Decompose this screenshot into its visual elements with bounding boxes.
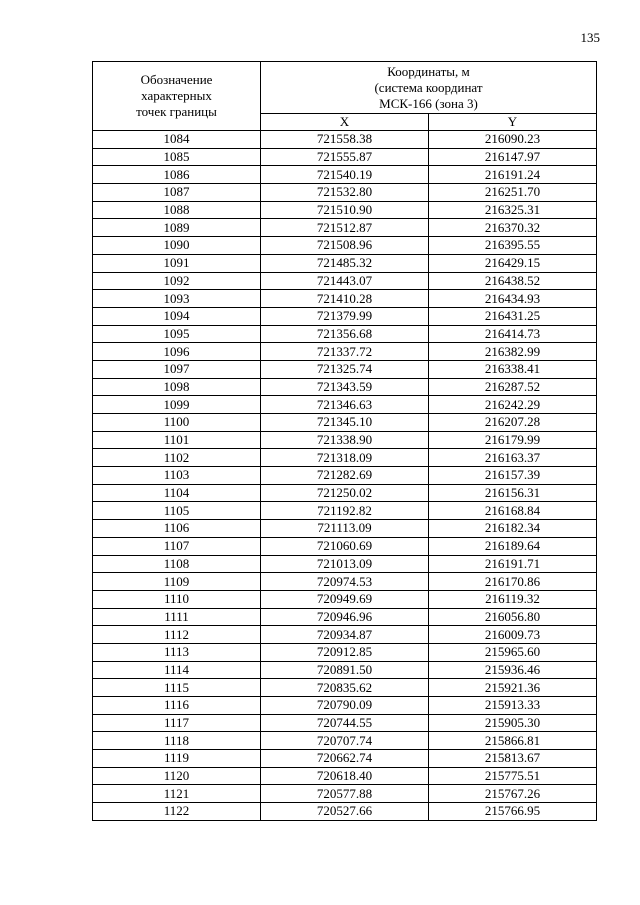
point-id-cell: 1105 (93, 502, 261, 520)
table-row (93, 290, 597, 308)
point-id-cell: 1099 (93, 396, 261, 414)
x-coordinate-cell: 721113.09 (261, 520, 429, 538)
table-row (93, 732, 597, 750)
point-id-cell: 1094 (93, 307, 261, 325)
y-coordinate-cell: 215866.81 (429, 732, 597, 750)
y-coordinate-cell: 215766.95 (429, 803, 597, 821)
table-row (93, 520, 597, 538)
table-row (93, 537, 597, 555)
y-coordinate-cell: 215965.60 (429, 643, 597, 661)
y-coordinate-cell: 216170.86 (429, 573, 597, 591)
table-row (93, 148, 597, 166)
y-coordinate-cell: 215775.51 (429, 767, 597, 785)
table-row (93, 785, 597, 803)
table-row (93, 767, 597, 785)
x-coordinate-cell: 720662.74 (261, 750, 429, 768)
header-text: характерных (141, 88, 212, 103)
y-coordinate-cell: 215767.26 (429, 785, 597, 803)
point-id-cell: 1087 (93, 184, 261, 202)
y-coordinate-cell: 215913.33 (429, 697, 597, 715)
y-coordinate-cell: 216434.93 (429, 290, 597, 308)
x-coordinate-cell: 721379.99 (261, 307, 429, 325)
y-coordinate-cell: 216056.80 (429, 608, 597, 626)
header-text: (система координат (374, 79, 483, 95)
x-coordinate-cell: 720891.50 (261, 661, 429, 679)
table-row (93, 431, 597, 449)
x-coordinate-cell: 720790.09 (261, 697, 429, 715)
point-id-cell: 1109 (93, 573, 261, 591)
x-coordinate-cell: 721282.69 (261, 467, 429, 485)
point-id-cell: 1095 (93, 325, 261, 343)
x-coordinate-cell: 720946.96 (261, 608, 429, 626)
point-id-cell: 1084 (93, 131, 261, 149)
y-coordinate-cell: 216395.55 (429, 237, 597, 255)
point-id-cell: 1118 (93, 732, 261, 750)
table-row (93, 184, 597, 202)
x-coordinate-cell: 721508.96 (261, 237, 429, 255)
table-row (93, 555, 597, 573)
point-id-cell: 1111 (93, 608, 261, 626)
x-coordinate-cell: 721485.32 (261, 254, 429, 272)
x-coordinate-cell: 721540.19 (261, 166, 429, 184)
table-row (93, 414, 597, 432)
point-id-cell: 1092 (93, 272, 261, 290)
x-coordinate-cell: 721443.07 (261, 272, 429, 290)
point-id-cell: 1091 (93, 254, 261, 272)
point-id-cell: 1120 (93, 767, 261, 785)
y-coordinate-cell: 216191.71 (429, 555, 597, 573)
header-point-designation (93, 62, 261, 131)
x-coordinate-cell: 720527.66 (261, 803, 429, 821)
x-coordinate-cell: 721343.59 (261, 378, 429, 396)
x-coordinate-cell: 721346.63 (261, 396, 429, 414)
y-coordinate-cell: 216090.23 (429, 131, 597, 149)
point-id-cell: 1121 (93, 785, 261, 803)
table-row (93, 626, 597, 644)
point-id-cell: 1097 (93, 360, 261, 378)
table-row (93, 643, 597, 661)
point-id-cell: 1100 (93, 414, 261, 432)
y-coordinate-cell: 216179.99 (429, 431, 597, 449)
point-id-cell: 1101 (93, 431, 261, 449)
x-coordinate-cell: 720934.87 (261, 626, 429, 644)
table-row (93, 679, 597, 697)
point-id-cell: 1114 (93, 661, 261, 679)
x-coordinate-cell: 721013.09 (261, 555, 429, 573)
header-coordinates (261, 62, 597, 114)
point-id-cell: 1115 (93, 679, 261, 697)
y-coordinate-cell: 216147.97 (429, 148, 597, 166)
x-coordinate-cell: 721510.90 (261, 201, 429, 219)
table-row (93, 166, 597, 184)
x-coordinate-cell: 721325.74 (261, 360, 429, 378)
table-row (93, 714, 597, 732)
point-id-cell: 1106 (93, 520, 261, 538)
table-row (93, 360, 597, 378)
x-coordinate-cell: 720618.40 (261, 767, 429, 785)
table-body (93, 131, 597, 821)
table-row (93, 343, 597, 361)
x-coordinate-cell: 721532.80 (261, 184, 429, 202)
table-row (93, 325, 597, 343)
point-id-cell: 1086 (93, 166, 261, 184)
table-row (93, 573, 597, 591)
point-id-cell: 1085 (93, 148, 261, 166)
point-id-cell: 1108 (93, 555, 261, 573)
header-text: Обозначение (140, 72, 213, 87)
x-coordinate-cell: 721338.90 (261, 431, 429, 449)
y-coordinate-cell: 216251.70 (429, 184, 597, 202)
table-row (93, 272, 597, 290)
y-coordinate-cell: 216119.32 (429, 590, 597, 608)
y-coordinate-cell: 216338.41 (429, 360, 597, 378)
y-coordinate-cell: 216163.37 (429, 449, 597, 467)
table-row (93, 467, 597, 485)
point-id-cell: 1119 (93, 750, 261, 768)
header-text: Координаты, м (387, 63, 470, 79)
y-coordinate-cell: 216431.25 (429, 307, 597, 325)
x-coordinate-cell: 721192.82 (261, 502, 429, 520)
x-coordinate-cell: 720835.62 (261, 679, 429, 697)
coordinates-table (92, 61, 597, 821)
y-coordinate-cell: 216168.84 (429, 502, 597, 520)
table-row (93, 254, 597, 272)
table-row (93, 237, 597, 255)
header-text: МСК-166 (зона 3) (379, 95, 478, 111)
y-coordinate-cell: 216287.52 (429, 378, 597, 396)
x-coordinate-cell: 721555.87 (261, 148, 429, 166)
y-coordinate-cell: 216009.73 (429, 626, 597, 644)
table-header-row (93, 62, 597, 114)
table-row (93, 396, 597, 414)
table-row (93, 449, 597, 467)
y-coordinate-cell: 216382.99 (429, 343, 597, 361)
page-number: 135 (580, 30, 600, 45)
x-coordinate-cell: 720744.55 (261, 714, 429, 732)
y-coordinate-cell: 216438.52 (429, 272, 597, 290)
x-coordinate-cell: 720974.53 (261, 573, 429, 591)
point-id-cell: 1093 (93, 290, 261, 308)
x-coordinate-cell: 721558.38 (261, 131, 429, 149)
table-row (93, 661, 597, 679)
table-row (93, 219, 597, 237)
x-coordinate-cell: 721060.69 (261, 537, 429, 555)
table-row (93, 502, 597, 520)
table-row (93, 378, 597, 396)
x-coordinate-cell: 721410.28 (261, 290, 429, 308)
point-id-cell: 1098 (93, 378, 261, 396)
y-coordinate-cell: 216156.31 (429, 484, 597, 502)
y-coordinate-cell: 215813.67 (429, 750, 597, 768)
y-coordinate-cell: 216370.32 (429, 219, 597, 237)
table-row (93, 750, 597, 768)
y-coordinate-cell: 215905.30 (429, 714, 597, 732)
x-coordinate-cell: 721345.10 (261, 414, 429, 432)
table-row (93, 590, 597, 608)
x-coordinate-cell: 720912.85 (261, 643, 429, 661)
y-coordinate-cell: 215921.36 (429, 679, 597, 697)
point-id-cell: 1112 (93, 626, 261, 644)
x-coordinate-cell: 721318.09 (261, 449, 429, 467)
table-row (93, 307, 597, 325)
point-id-cell: 1090 (93, 237, 261, 255)
point-id-cell: 1107 (93, 537, 261, 555)
x-coordinate-cell: 721337.72 (261, 343, 429, 361)
point-id-cell: 1103 (93, 467, 261, 485)
x-coordinate-cell: 721356.68 (261, 325, 429, 343)
x-coordinate-cell: 721512.87 (261, 219, 429, 237)
y-coordinate-cell: 216157.39 (429, 467, 597, 485)
y-coordinate-cell: 215936.46 (429, 661, 597, 679)
y-coordinate-cell: 216182.34 (429, 520, 597, 538)
point-id-cell: 1096 (93, 343, 261, 361)
x-coordinate-cell: 720949.69 (261, 590, 429, 608)
y-coordinate-cell: 216325.31 (429, 201, 597, 219)
x-coordinate-cell: 720707.74 (261, 732, 429, 750)
point-id-cell: 1116 (93, 697, 261, 715)
y-coordinate-cell: 216429.15 (429, 254, 597, 272)
table-row (93, 608, 597, 626)
y-coordinate-cell: 216191.24 (429, 166, 597, 184)
x-coordinate-cell: 720577.88 (261, 785, 429, 803)
table-row (93, 697, 597, 715)
table-row (93, 803, 597, 821)
point-id-cell: 1088 (93, 201, 261, 219)
header-x: X (261, 114, 429, 131)
point-id-cell: 1110 (93, 590, 261, 608)
x-coordinate-cell: 721250.02 (261, 484, 429, 502)
header-text: точек границы (136, 104, 217, 119)
header-y: Y (429, 114, 597, 131)
point-id-cell: 1122 (93, 803, 261, 821)
y-coordinate-cell: 216242.29 (429, 396, 597, 414)
table-row (93, 131, 597, 149)
point-id-cell: 1117 (93, 714, 261, 732)
y-coordinate-cell: 216189.64 (429, 537, 597, 555)
y-coordinate-cell: 216414.73 (429, 325, 597, 343)
table-row (93, 484, 597, 502)
table-row (93, 201, 597, 219)
point-id-cell: 1113 (93, 643, 261, 661)
point-id-cell: 1089 (93, 219, 261, 237)
point-id-cell: 1104 (93, 484, 261, 502)
point-id-cell: 1102 (93, 449, 261, 467)
y-coordinate-cell: 216207.28 (429, 414, 597, 432)
